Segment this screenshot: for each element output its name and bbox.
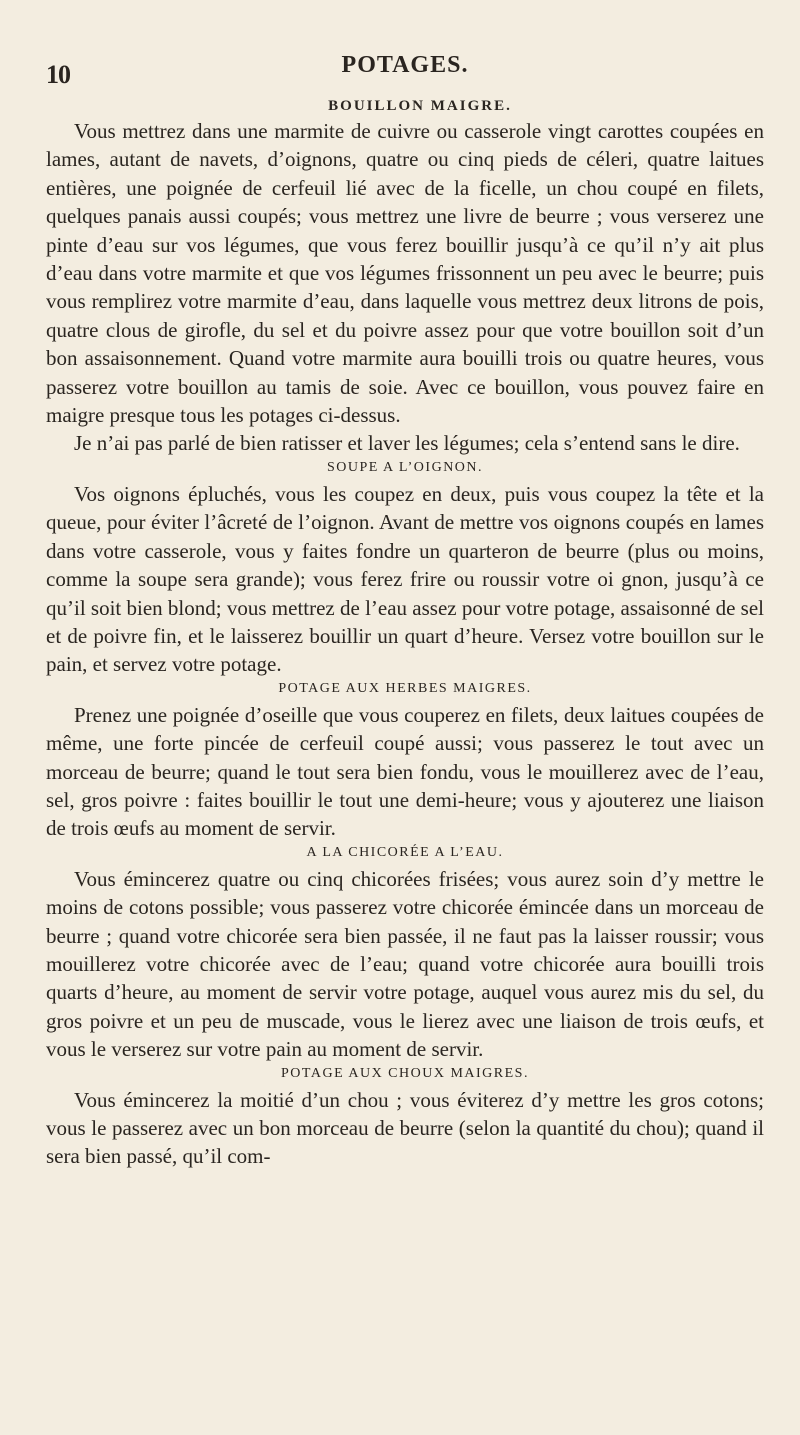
section-title-soupe-oignon: SOUPE A L’OIGNON. [326, 459, 484, 475]
paragraph: Vos oignons épluchés, vous les coupez en deux, puis vous coupez la tête et la queue, pour éviter l’âcreté de l’oignon. Avant de mettre vos oignons coupés en lames dans votre casserole, vous y faites fondre un quarteron de beurre (plus ou moins, comme la soupe sera grande); vous ferez frire ou roussir votre oi gnon, jusqu’à ce qu’il soit bien blond; vous mettrez de l’eau assez pour votre potage, assaisonné de sel et de poivre fin, et le laisserez bouillir un quart d’heure. Versez votre bouillon sur le pain, et servez votre potage. [46, 481, 764, 677]
page-header [46, 52, 764, 96]
running-head: POTAGES. [341, 52, 469, 78]
paragraph: Je n’ai pas parlé de bien ratisser et laver les légumes; cela s’entend sans le dire. [74, 431, 740, 456]
paragraph: Vous émincerez la moitié d’un chou ; vous éviterez d’y mettre les gros cotons; vous le passerez avec un bon morceau de beurre (selon la quantité du chou); quand il sera bien passé, qu’il com- [46, 1087, 764, 1169]
page-number: 10 [46, 60, 70, 89]
book-page [46, 52, 764, 1171]
paragraph: Vous émincerez quatre ou cinq chicorées frisées; vous aurez soin d’y mettre le moins de cotons possible; vous passerez votre chicorée émincée dans un morceau de beurre ; quand votre chicorée sera bien passée, il ne faut pas la laisser roussir; vous mouillerez votre chicorée avec de l’eau; quand votre chicorée aura bouilli trois quarts d’heure, au moment de servir votre potage, auquel vous aurez mis du sel, du gros poivre et un peu de muscade, vous le lierez avec une liaison de trois œufs, et vous le verserez sur votre pain au moment de servir. [46, 866, 764, 1062]
section-title-herbes-maigres: POTAGE AUX HERBES MAIGRES. [278, 680, 532, 696]
section-title-choux-maigres: POTAGE AUX CHOUX MAIGRES. [281, 1065, 529, 1081]
paragraph: Prenez une poignée d’oseille que vous couperez en filets, deux laitues coupées de même, une forte pincée de cerfeuil coupé aussi; vous passerez le tout avec un morceau de beurre; quand le tout sera bien fondu, vous le mouillerez avec de l’eau, sel, gros poivre : faites bouillir le tout une demi-heure; vous y ajouterez une liaison de trois œufs au moment de servir. [46, 702, 764, 841]
paragraph: Vous mettrez dans une marmite de cuivre ou casserole vingt carottes coupées en lames, autant de navets, d’oignons, quatre ou cinq pieds de céleri, quatre laitues entières, une poignée de cerfeuil lié avec de la ficelle, un chou coupé en filets, quelques panais aussi coupés; vous mettrez une livre de beurre ; vous verserez une pinte d’eau sur vos légumes, que vous ferez bouillir jusqu’à ce qu’il n’y ait plus d’eau dans votre marmite et que vos légumes frissonnent un peu avec le beurre; puis vous remplirez votre marmite d’eau, dans laquelle vous mettrez deux litrons de pois, quatre clous de girofle, du sel et du poivre assez pour que votre bouillon soit d’un bon assaisonnement. Quand votre marmite aura bouilli trois ou quatre heures, vous passerez votre bouillon au tamis de soie. Avec ce bouillon, vous pouvez faire en maigre presque tous les potages ci-dessus. [46, 119, 764, 428]
section-title-bouillon-maigre: BOUILLON MAIGRE. [328, 98, 512, 114]
section-title-chicoree: A LA CHICORÉE A L’EAU. [306, 844, 504, 860]
